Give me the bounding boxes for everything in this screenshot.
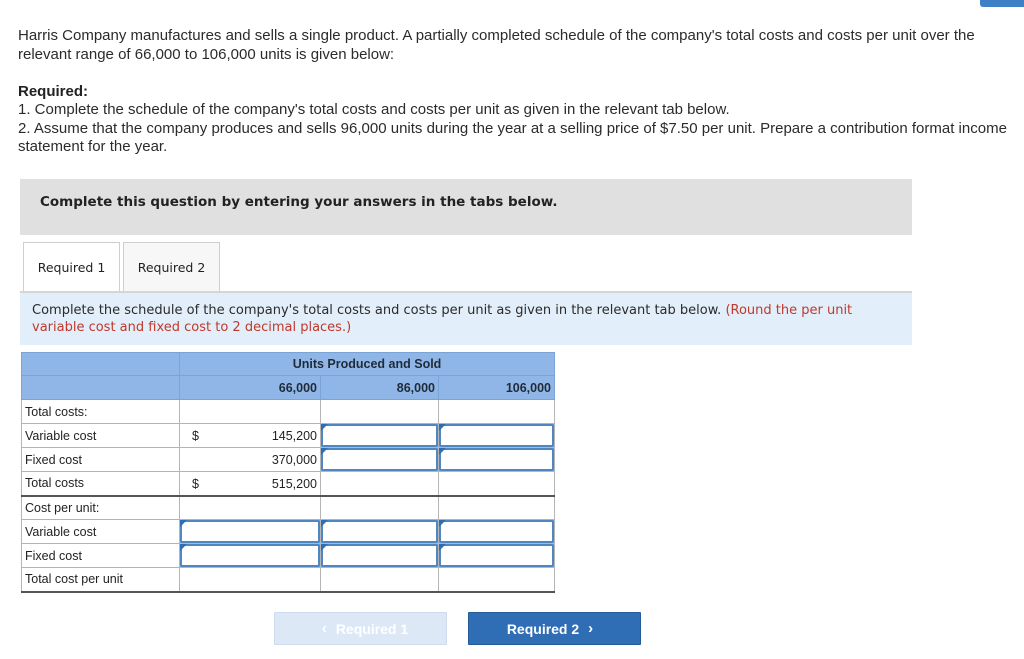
table-row (22, 424, 555, 448)
input-flag-icon (439, 544, 446, 551)
empty-cell (321, 568, 439, 592)
section-label-cost-per-unit: Cost per unit: (22, 496, 180, 520)
empty-cell (321, 400, 439, 424)
question-intro (18, 27, 1008, 64)
empty-cell (180, 496, 321, 520)
rounding-note: (Round the per unit variable cost and fixed cost to 2 decimal places.) (32, 303, 853, 335)
input-fixed-pu-106000[interactable] (439, 544, 555, 568)
input-fixed-pu-66000[interactable] (180, 544, 321, 568)
input-flag-icon (439, 448, 446, 455)
instruction-text (32, 303, 902, 336)
header-blank-2 (22, 376, 180, 400)
empty-cell (439, 472, 555, 496)
input-variable-86000[interactable] (321, 424, 439, 448)
row-label-total-costs: Total costs (22, 472, 180, 496)
units-group-header: Units Produced and Sold (180, 353, 555, 376)
input-variable-pu-86000[interactable] (321, 520, 439, 544)
input-variable-pu-66000[interactable] (180, 520, 321, 544)
row-label-variable-cost: Variable cost (22, 424, 180, 448)
row-label-total-cost-per-unit: Total cost per unit (22, 568, 180, 592)
table-header-row-group (22, 353, 555, 376)
value-text: 145,200 (271, 429, 317, 443)
prev-required-1-button[interactable] (274, 612, 447, 645)
value-fixed-66000: 370,000 (180, 448, 321, 472)
input-flag-icon (439, 424, 446, 431)
column-header-86000: 86,000 (321, 376, 439, 400)
empty-cell (180, 568, 321, 592)
dollar-sign: $ (192, 429, 199, 443)
required-list (18, 101, 1013, 157)
banner-text: Complete this question by entering your answers in the tabs below. (40, 194, 558, 210)
required-item-1: 1. Complete the schedule of the company's total costs and costs per unit as given in the relevant tab below. (18, 101, 730, 118)
instructions-banner (20, 179, 912, 235)
empty-cell (439, 400, 555, 424)
empty-cell (180, 400, 321, 424)
input-flag-icon (321, 544, 328, 551)
table-row (22, 472, 555, 496)
input-fixed-pu-86000[interactable] (321, 544, 439, 568)
next-button-label: Required 2 (506, 620, 580, 637)
input-flag-icon (180, 544, 187, 551)
dollar-sign: $ (192, 477, 199, 491)
prev-button-label: Required 1 (335, 620, 409, 637)
top-corner-tab (980, 0, 1024, 7)
column-header-106000: 106,000 (439, 376, 555, 400)
input-flag-icon (439, 520, 446, 527)
table-row (22, 496, 555, 520)
value-text: 515,200 (271, 477, 317, 491)
value-total-66000 (180, 472, 321, 496)
required-item-2: 2. Assume that the company produces and sells 96,000 units during the year at a selling price of $7.50 per unit. Prepare a contribution format income statement for the year. (18, 119, 1007, 155)
chevron-right-icon: › (588, 620, 594, 637)
table-row (22, 400, 555, 424)
input-flag-icon (321, 448, 328, 455)
next-required-2-button[interactable] (468, 612, 641, 645)
input-flag-icon (321, 520, 328, 527)
table-row (22, 448, 555, 472)
input-variable-pu-106000[interactable] (439, 520, 555, 544)
tab-required-1[interactable]: Required 1 (23, 242, 120, 292)
chevron-left-icon: ‹ (321, 620, 327, 637)
column-header-66000: 66,000 (180, 376, 321, 400)
section-label-total-costs: Total costs: (22, 400, 180, 424)
table-row (22, 568, 555, 592)
tab-required-2[interactable]: Required 2 (123, 242, 220, 292)
table-row (22, 544, 555, 568)
table-header-row-columns (22, 376, 555, 400)
empty-cell (321, 472, 439, 496)
row-label-fixed-cost-per-unit: Fixed cost (22, 544, 180, 568)
input-variable-106000[interactable] (439, 424, 555, 448)
input-fixed-106000[interactable] (439, 448, 555, 472)
row-label-variable-cost-per-unit: Variable cost (22, 520, 180, 544)
cost-schedule-table (21, 352, 555, 593)
empty-cell (439, 568, 555, 592)
input-flag-icon (180, 520, 187, 527)
input-fixed-86000[interactable] (321, 448, 439, 472)
required-heading: Required: (18, 83, 89, 100)
table-row (22, 520, 555, 544)
instruction-main: Complete the schedule of the company's total costs and costs per unit as given in the relevant tab below. (32, 303, 722, 318)
empty-cell (439, 496, 555, 520)
input-flag-icon (321, 424, 328, 431)
row-label-fixed-cost: Fixed cost (22, 448, 180, 472)
header-blank (22, 353, 180, 376)
empty-cell (321, 496, 439, 520)
tab-instruction (20, 293, 912, 345)
value-variable-66000 (180, 424, 321, 448)
intro-text: Harris Company manufactures and sells a single product. A partially completed schedule of the company's total costs and costs per unit over the relevant range of 66,000 to 106,000 units is given below: (18, 27, 975, 63)
